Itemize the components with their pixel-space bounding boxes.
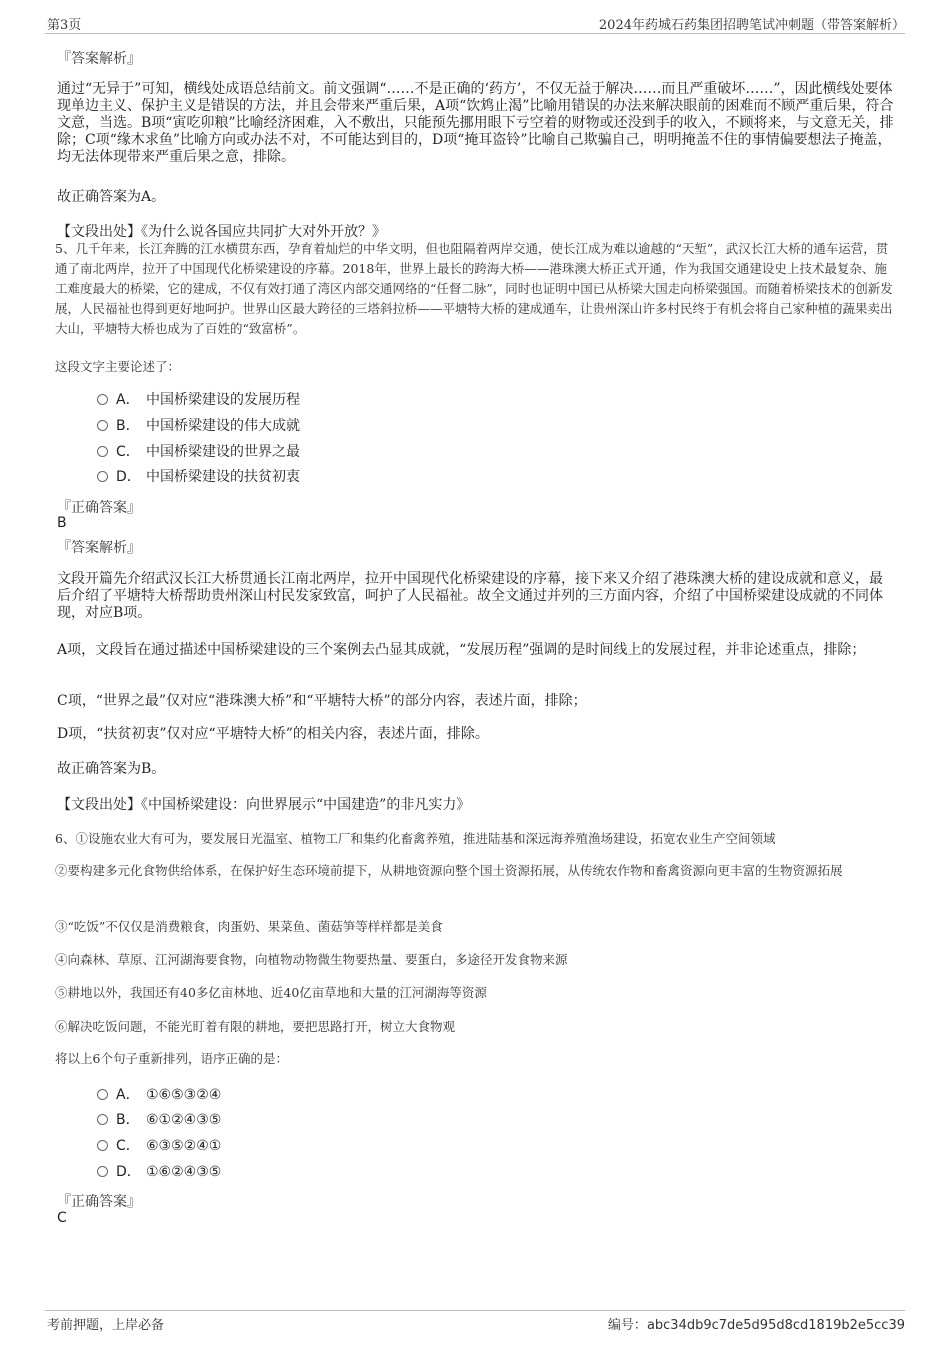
option-text: 中国桥梁建设的世界之最 <box>146 444 300 460</box>
header-divider <box>45 33 905 34</box>
q5-option-d[interactable] <box>97 467 300 487</box>
page-header <box>0 0 950 36</box>
option-text: ⑥①②④③⑤ <box>146 1112 222 1128</box>
option-letter: B． <box>116 1112 140 1128</box>
q5-stem: 5、几千年来，长江奔腾的江水横贯东西，孕育着灿烂的中华文明，但也阻隔着两岸交通，使长江成为难以逾越的“天堑”，武汉长江大桥的通车运营，贯通了南北两岸，拉开了中国现代化桥梁建设的序幕。2018年，世界上最长的跨海大桥——港珠澳大桥正式开通，作为我国交通建设史上技术最复杂、施工难度最大的桥梁，它的建成，不仅有效打通了湾区内部交通网络的“任督二脉”，同时也证明中国已从桥梁大国走向桥梁强国。而随着桥梁技术的创新发展，人民福祉也得到更好地呵护。世界山区最大跨径的三塔斜拉桥——平塘特大桥的建成通车，让贵州深山许多村民终于有机会将自己家种植的蔬果卖出大山，平塘特大桥也成为了百姓的“致富桥”。 <box>55 241 893 336</box>
q6-answer: C <box>57 1210 67 1226</box>
q5-prompt: 这段文字主要论述了： <box>55 359 181 374</box>
q6-option-b[interactable] <box>97 1110 221 1130</box>
option-letter: D． <box>116 469 141 485</box>
q4-analysis-label: 『答案解析』 <box>57 51 141 67</box>
radio-button-icon[interactable] <box>97 420 108 431</box>
q5-analysis-p3: C项，“世界之最”仅对应“港珠澳大桥”和“平塘特大桥”的部分内容，表述片面，排除； <box>57 693 587 709</box>
code-label: 编号： <box>607 1318 647 1333</box>
footer-slogan: 考前押题，上岸必备 <box>47 1318 165 1333</box>
footer-divider <box>45 1310 905 1311</box>
radio-button-icon[interactable] <box>97 1140 108 1151</box>
q6-option-d[interactable] <box>97 1162 221 1182</box>
code-value: abc34db9c7de5d95d8cd1819b2e5cc39 <box>646 1318 905 1333</box>
radio-button-icon[interactable] <box>97 446 108 457</box>
radio-button-icon[interactable] <box>97 1089 108 1100</box>
q4-source: 【文段出处】《为什么说各国应共同扩大对外开放？》 <box>57 224 386 240</box>
q5-analysis-p2: A项，文段旨在通过描述中国桥梁建设的三个案例去凸显其成就，“发展历程”强调的是时间线上的发展过程，并非论述重点，排除； <box>57 642 866 658</box>
option-letter: C． <box>116 444 140 460</box>
radio-button-icon[interactable] <box>97 1166 108 1177</box>
q6-sentence-2: ②要构建多元化食物供给体系，在保护好生态环境前提下，从耕地资源向整个国土资源拓展，从传统农作物和畜禽资源向更丰富的生物资源拓展 <box>55 863 843 878</box>
document-code <box>608 1314 905 1333</box>
q6-option-a[interactable] <box>97 1085 221 1105</box>
q6-sentence-5: ⑤耕地以外，我国还有40多亿亩林地、近40亿亩草地和大量的江河湖海等资源 <box>55 985 487 1000</box>
option-text: 中国桥梁建设的发展历程 <box>146 392 300 408</box>
q5-analysis-p4: D项，“扶贫初衷”仅对应“平塘特大桥”的相关内容，表述片面，排除。 <box>57 726 489 742</box>
q6-answer-label: 『正确答案』 <box>57 1194 141 1210</box>
radio-button-icon[interactable] <box>97 1114 108 1125</box>
q5-answer-label: 『正确答案』 <box>57 500 141 516</box>
q6-option-c[interactable] <box>97 1136 221 1156</box>
q5-analysis-label: 『答案解析』 <box>57 540 141 556</box>
q5-conclusion: 故正确答案为B。 <box>57 761 166 777</box>
q6-sentence-6: ⑥解决吃饭问题，不能光盯着有限的耕地，要把思路打开，树立大食物观 <box>55 1019 456 1034</box>
q5-answer: B <box>57 515 67 531</box>
option-letter: B． <box>116 418 140 434</box>
page-number: 第3页 <box>47 18 82 33</box>
option-text: ⑥③⑤②④① <box>146 1138 222 1154</box>
q5-option-a[interactable] <box>97 390 300 410</box>
document-title: 2024年药城石药集团招聘笔试冲刺题（带答案解析） <box>598 18 905 33</box>
option-letter: C． <box>116 1138 140 1154</box>
option-text: 中国桥梁建设的扶贫初衷 <box>146 469 300 485</box>
q6-sentence-3: ③“吃饭”不仅仅是消费粮食，肉蛋奶、果菜鱼、菌菇笋等样样都是美食 <box>55 919 443 934</box>
q6-sentence-4: ④向森林、草原、江河湖海要食物，向植物动物微生物要热量、要蛋白，多途径开发食物来源 <box>55 952 568 967</box>
q4-conclusion: 故正确答案为A。 <box>57 189 166 205</box>
option-letter: A． <box>116 1087 140 1103</box>
q4-analysis-text: 通过“无异于”可知，横线处成语总结前文。前文强调“……不是正确的‘药方’，不仅无益于解决……而且严重破坏……”，因此横线处要体现单边主义、保护主义是错误的方法，并且会带来严重后果，A项“饮鸩止渴”比喻用错误的办法来解决眼前的困难而不顾严重后果，符合文意，当选。B项“寅吃卯粮”比喻经济困难，入不敷出，只能预先挪用眼下亏空着的财物或还没到手的收入，不顾将来，与文意无关，排除；C项“缘木求鱼”比喻方向或办法不对，不可能达到目的，D项“掩耳盗铃”比喻自己欺骗自己，明明掩盖不住的事情偏要想法子掩盖，均无法体现带来严重后果之意，排除。 <box>57 81 894 165</box>
radio-button-icon[interactable] <box>97 394 108 405</box>
q5-option-c[interactable] <box>97 442 300 462</box>
radio-button-icon[interactable] <box>97 471 108 482</box>
q5-option-b[interactable] <box>97 416 300 436</box>
q6-prompt: 将以上6个句子重新排列，语序正确的是： <box>55 1051 288 1066</box>
option-text: 中国桥梁建设的伟大成就 <box>146 418 300 434</box>
q5-source: 【文段出处】《中国桥梁建设：向世界展示“中国建造”的非凡实力》 <box>57 797 471 813</box>
option-text: ①⑥②④③⑤ <box>146 1164 222 1180</box>
option-letter: A． <box>116 392 140 408</box>
page-footer <box>0 1300 950 1345</box>
option-text: ①⑥⑤③②④ <box>146 1087 222 1103</box>
option-letter: D． <box>116 1164 141 1180</box>
q5-analysis-p1: 文段开篇先介绍武汉长江大桥贯通长江南北两岸，拉开中国现代化桥梁建设的序幕，接下来又介绍了港珠澳大桥的建设成就和意义，最后介绍了平塘特大桥帮助贵州深山村民发家致富，呵护了人民福祉。故全文通过并列的三方面内容，介绍了中国桥梁建设成就的不同体现，对应B项。 <box>57 571 883 621</box>
q6-sentence-1: 6、①设施农业大有可为，要发展日光温室、植物工厂和集约化畜禽养殖，推进陆基和深远海养殖渔场建设，拓宽农业生产空间领域 <box>55 831 776 846</box>
